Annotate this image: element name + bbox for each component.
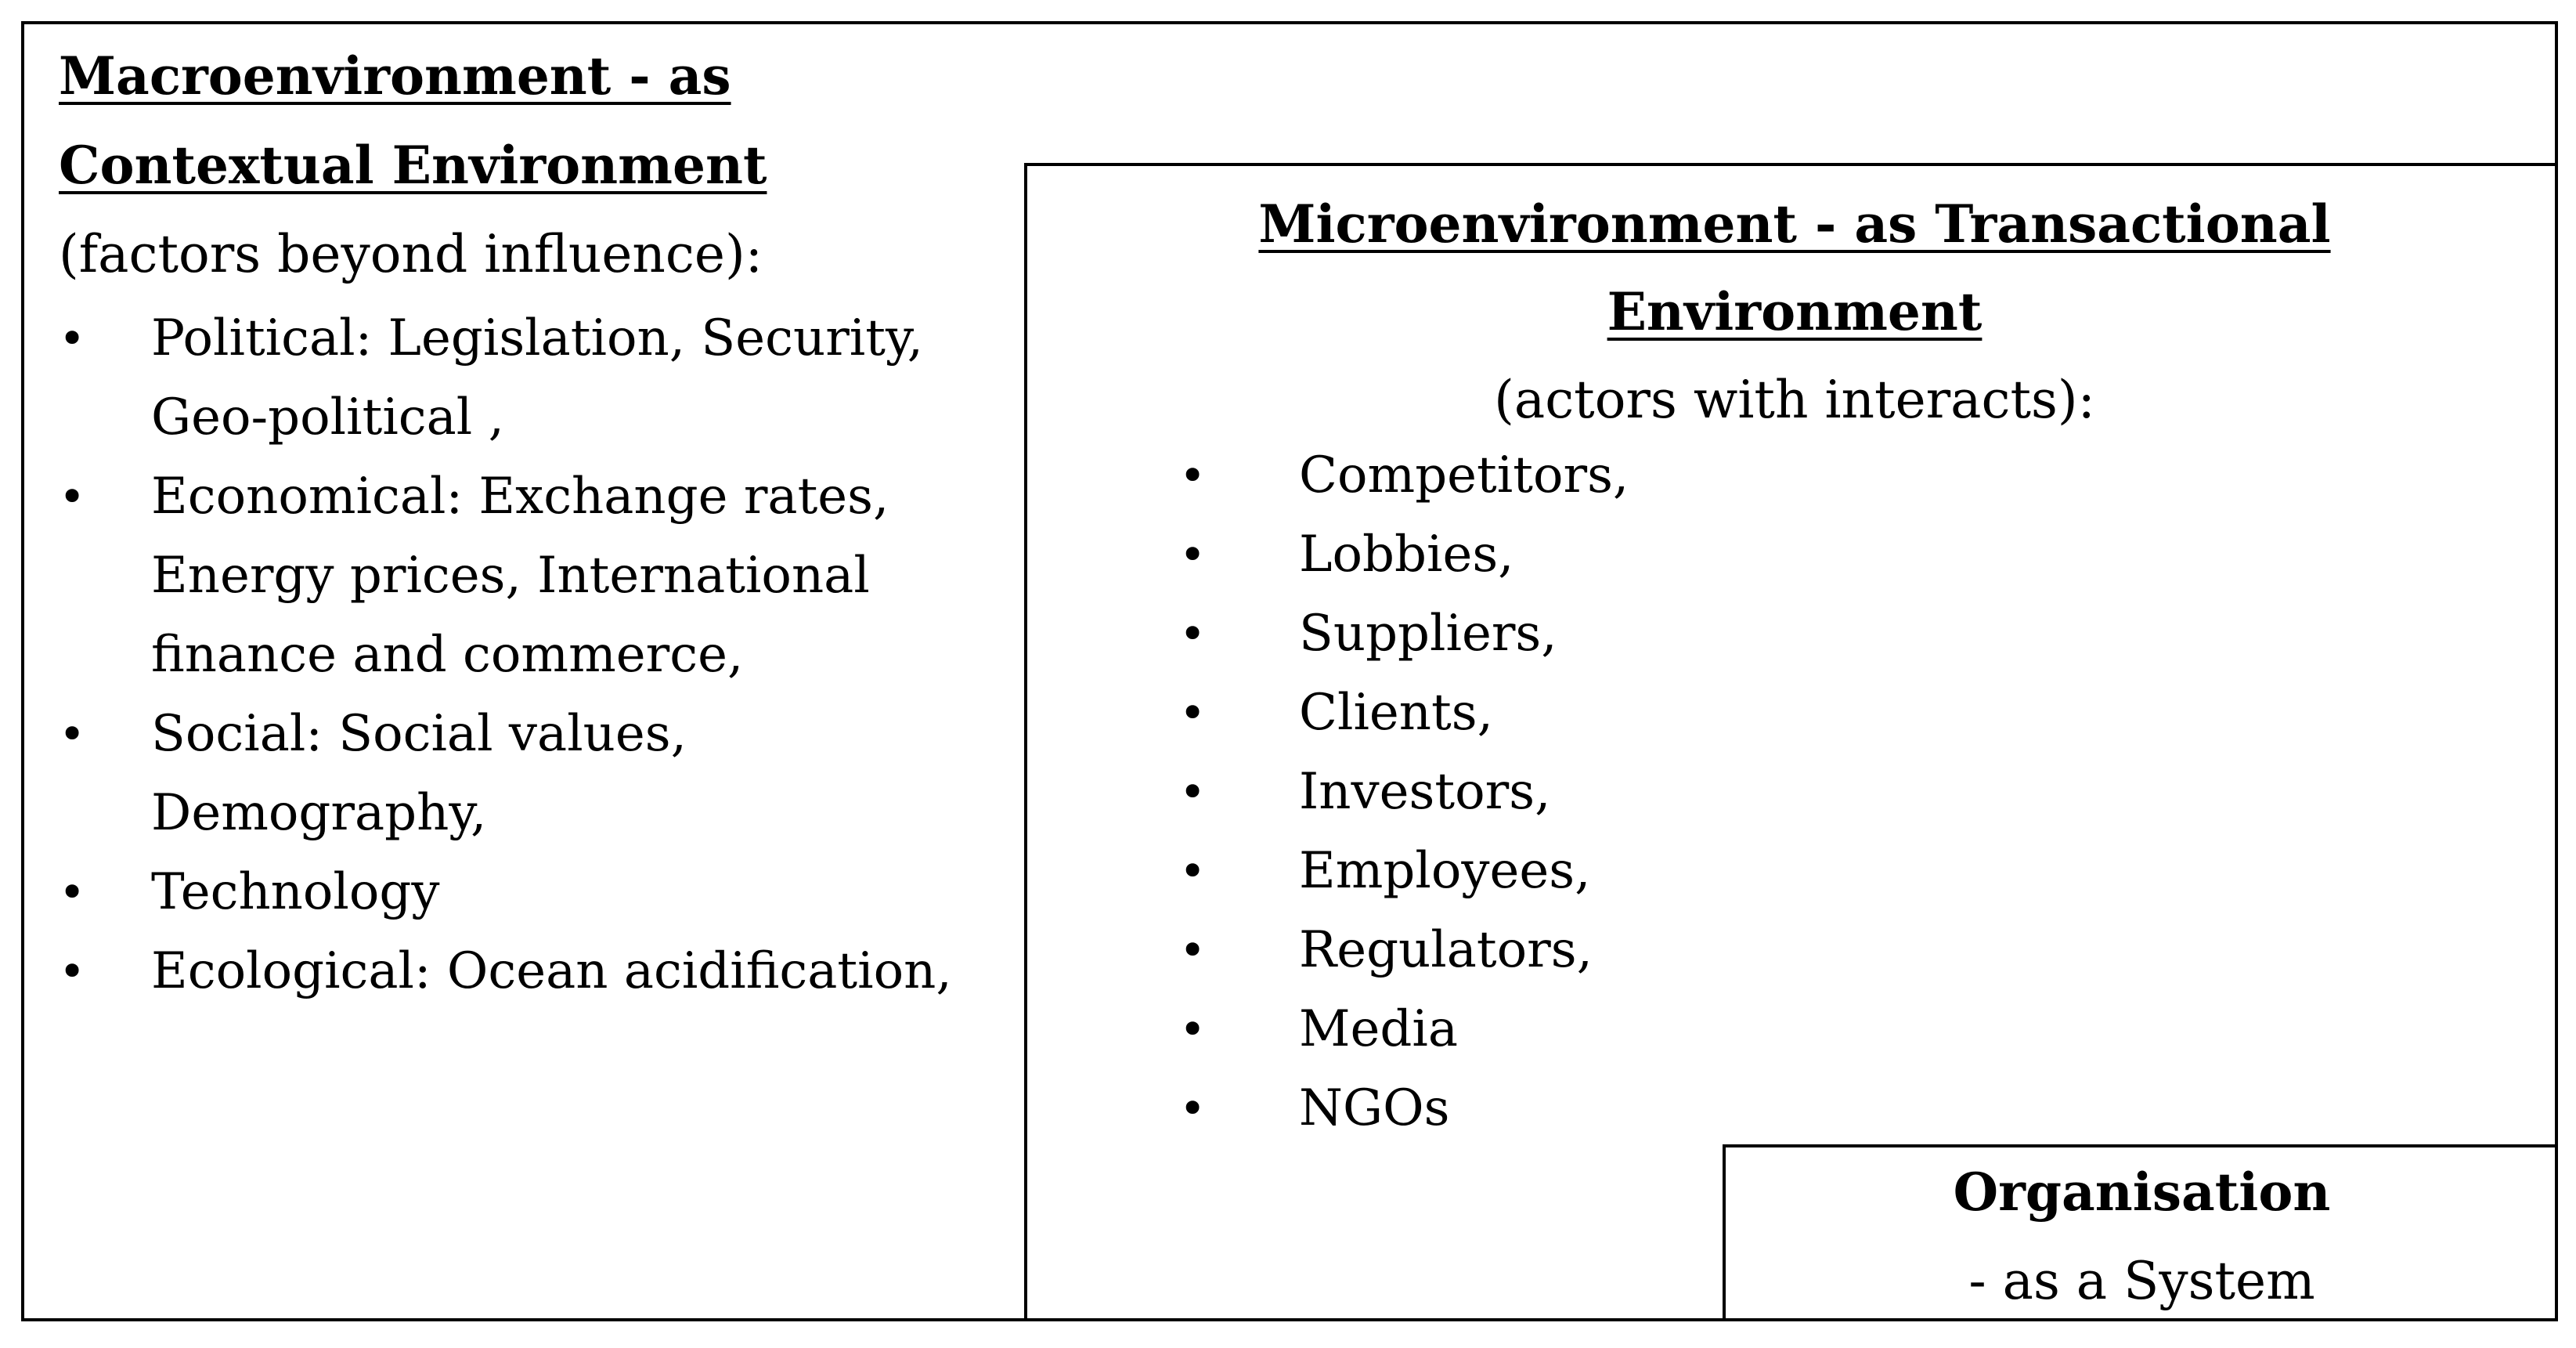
macro-factor-label: Political: Legislation, Security, Geo-political , [151, 309, 923, 446]
micro-actor-item [1179, 436, 1629, 515]
macroenvironment-heading-line1: Macroenvironment - as [59, 45, 731, 107]
organisation-subtitle: - as a System [1968, 1251, 2315, 1311]
macro-factor-label: Economical: Exchange rates, Energy prices, International finance and commerce, [151, 468, 889, 684]
bullet-icon: • [1179, 1003, 1207, 1056]
microenvironment-heading-line1: Microenvironment - as Transactional [1258, 193, 2331, 255]
micro-actor-item [1179, 515, 1629, 594]
micro-actor-item [1179, 674, 1629, 753]
bullet-icon: • [1179, 765, 1207, 819]
macroenvironment-section [59, 31, 998, 1011]
micro-actor-label: NGOs [1299, 1079, 1450, 1137]
micro-actor-label: Media [1299, 1000, 1458, 1058]
bullet-icon: • [1179, 528, 1207, 581]
bullet-icon: • [1179, 923, 1207, 977]
macro-factor-label: Technology [151, 863, 440, 921]
macro-factor-technology [59, 853, 1012, 932]
bullet-icon: • [59, 866, 86, 919]
bullet-icon: • [1179, 607, 1207, 660]
bullet-icon: • [59, 945, 86, 998]
bullet-icon: • [1179, 844, 1207, 898]
micro-actor-label: Competitors, [1299, 446, 1629, 504]
macro-factor-ecological [59, 932, 1012, 1011]
macro-factor-social [59, 695, 1012, 853]
macro-factor-list [59, 299, 998, 1011]
bullet-icon: • [59, 707, 86, 761]
micro-actor-label: Investors, [1299, 763, 1551, 821]
micro-actor-item [1179, 753, 1629, 832]
micro-actor-item [1179, 1069, 1629, 1148]
micro-actor-list [1179, 436, 1629, 1148]
macroenvironment-subtitle: (factors beyond influence): [59, 224, 763, 284]
bullet-icon: • [1179, 449, 1207, 502]
micro-actor-item [1179, 832, 1629, 911]
microenvironment-subtitle: (actors with interacts): [1494, 370, 2095, 430]
macro-factor-economical [59, 457, 1012, 695]
macro-factor-political [59, 299, 1012, 457]
micro-actor-label: Lobbies, [1299, 526, 1514, 584]
bullet-icon: • [1179, 686, 1207, 739]
micro-actor-label: Employees, [1299, 842, 1591, 900]
bullet-icon: • [59, 312, 86, 365]
organisation-box [1723, 1144, 2558, 1321]
bullet-icon: • [1179, 1082, 1207, 1135]
macro-factor-label: Social: Social values, Demography, [151, 705, 687, 842]
bullet-icon: • [59, 470, 86, 523]
micro-actor-item [1179, 990, 1629, 1069]
micro-actor-label: Clients, [1299, 684, 1493, 742]
micro-actor-label: Suppliers, [1299, 605, 1557, 663]
macroenvironment-heading-line2: Contextual Environment [59, 135, 767, 196]
micro-actor-label: Regulators, [1299, 921, 1593, 979]
microenvironment-heading-line2: Environment [1607, 281, 1983, 342]
micro-actor-item [1179, 911, 1629, 990]
organisation-title: Organisation [1953, 1162, 2331, 1223]
micro-actor-item [1179, 594, 1629, 674]
macro-factor-label: Ecological: Ocean acidification, [151, 942, 952, 1000]
microenvironment-header [1027, 180, 2562, 445]
